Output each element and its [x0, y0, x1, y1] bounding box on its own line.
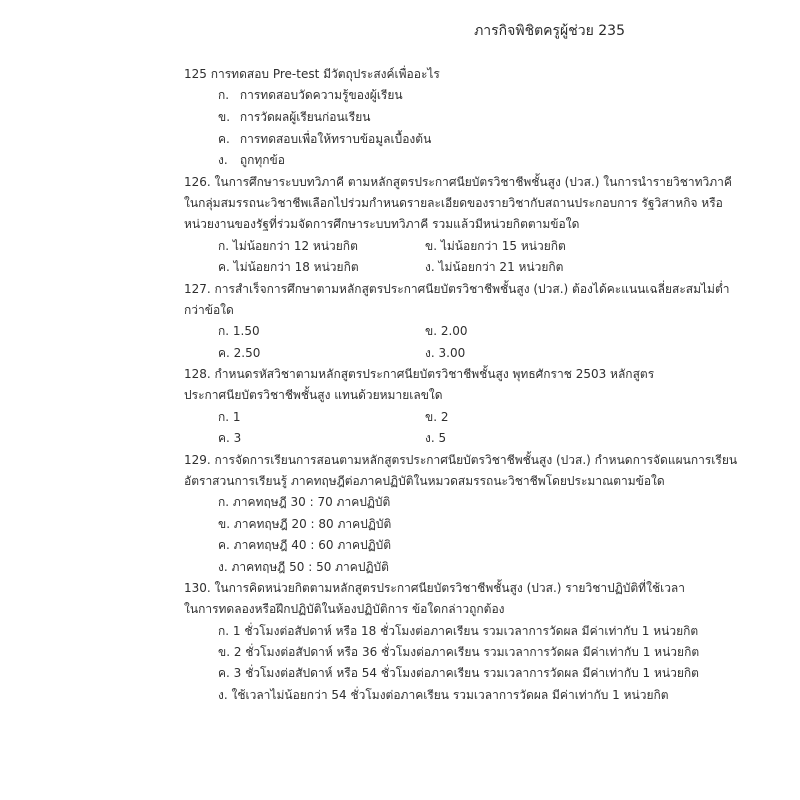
- q126-choice-a: ก. ไม่น้อยกว่า 12 หน่วยกิต: [218, 239, 358, 253]
- q126-choice-b: ข. ไม่น้อยกว่า 15 หน่วยกิต: [425, 239, 566, 253]
- choice-marker: ง.: [218, 153, 228, 167]
- q125-choice-c: [218, 131, 431, 147]
- question-127-line-2: กว่าข้อใด: [184, 303, 234, 317]
- q127-choice-a: ก. 1.50: [218, 324, 260, 338]
- question-128-line-1: 128. กำหนดรหัสวิชาตามหลักสูตรประกาศนียบัตรวิชาชีพชั้นสูง พุทธศักราช 2503 หลักสูตร: [184, 367, 655, 381]
- q130-choice-d: ง. ใช้เวลาไม่น้อยกว่า 54 ชั่วโมงต่อภาคเรียน รวมเวลาการวัดผล มีค่าเท่ากับ 1 หน่วยกิต: [218, 688, 669, 702]
- question-127-line-1: 127. การสำเร็จการศึกษาตามหลักสูตรประกาศนียบัตรวิชาชีพชั้นสูง (ปวส.) ต้องได้คะแนนเฉลี่ยสะสมไม่ต่ำ: [184, 282, 730, 296]
- choice-text: การทดสอบวัดความรู้ของผู้เรียน: [239, 88, 403, 102]
- q128-choice-d: ง. 5: [425, 431, 447, 445]
- q129-choice-a: ก. ภาคทฤษฎี 30 : 70 ภาคปฏิบัติ: [218, 495, 391, 509]
- question-129-line-2: อัตราสวนการเรียนรู้ ภาคทฤษฎีต่อภาคปฏิบัติในหมวดสมรรถนะวิชาชีพโดยประมาณตามข้อใด: [184, 474, 665, 488]
- q125-choice-a: [218, 87, 403, 103]
- choice-marker: ข.: [218, 110, 231, 124]
- q128-choice-c: ค. 3: [218, 431, 242, 445]
- question-125: 125 การทดสอบ Pre-test มีวัตถุประสงค์เพื่ออะไร: [184, 67, 440, 81]
- q125-choice-d: [218, 152, 285, 168]
- q126-choice-c: ค. ไม่น้อยกว่า 18 หน่วยกิต: [218, 260, 359, 274]
- q128-choice-b: ข. 2: [425, 410, 449, 424]
- q130-choice-a: ก. 1 ชั่วโมงต่อสัปดาห์ หรือ 18 ชั่วโมงต่อภาคเรียน รวมเวลาการวัดผล มีค่าเท่ากับ 1 หน่วยกิต: [218, 624, 699, 638]
- choice-text: การวัดผลผู้เรียนก่อนเรียน: [239, 110, 371, 124]
- question-126-line-2: ในกลุ่มสมรรถนะวิชาชีพเลือกไปร่วมกำหนดรายละเอียดของรายวิชากับสถานประกอบการ รัฐวิสาหกิจ หรือ: [184, 196, 723, 210]
- running-header: ภารกิจพิชิตครูผู้ช่วย 235: [474, 23, 625, 39]
- q129-choice-d: ง. ภาคทฤษฎี 50 : 50 ภาคปฏิบัติ: [218, 560, 389, 574]
- question-126-line-1: 126. ในการศึกษาระบบทวิภาคี ตามหลักสูตรประกาศนียบัตรวิชาชีพชั้นสูง (ปวส.) ในการนำรายวิชาทวิภาคี: [184, 175, 732, 189]
- q129-choice-b: ข. ภาคทฤษฎี 20 : 80 ภาคปฏิบัติ: [218, 517, 392, 531]
- choice-text: การทดสอบเพื่อให้ทราบข้อมูลเบื้องต้น: [239, 132, 432, 146]
- choice-text: ถูกทุกข้อ: [239, 153, 285, 167]
- q130-choice-b: ข. 2 ชั่วโมงต่อสัปดาห์ หรือ 36 ชั่วโมงต่อภาคเรียน รวมเวลาการวัดผล มีค่าเท่ากับ 1 หน่วยกิต: [218, 645, 700, 659]
- q128-choice-a: ก. 1: [218, 410, 241, 424]
- q127-choice-d: ง. 3.00: [425, 346, 466, 360]
- question-130-line-1: 130. ในการคิดหน่วยกิตตามหลักสูตรประกาศนียบัตรวิชาชีพชั้นสูง (ปวส.) รายวิชาปฏิบัติที่ใช้เวลา: [184, 581, 686, 595]
- q130-choice-c: ค. 3 ชั่วโมงต่อสัปดาห์ หรือ 54 ชั่วโมงต่อภาคเรียน รวมเวลาการวัดผล มีค่าเท่ากับ 1 หน่วยกิต: [218, 666, 699, 680]
- question-126-line-3: หน่วยงานของรัฐที่ร่วมจัดการศึกษาระบบทวิภาคี รวมแล้วมีหน่วยกิตตามข้อใด: [184, 217, 580, 231]
- question-129-line-1: 129. การจัดการเรียนการสอนตามหลักสูตรประกาศนียบัตรวิชาชีพชั้นสูง (ปวส.) กำหนดการจัดแผนการเรียน: [184, 453, 738, 467]
- q129-choice-c: ค. ภาคทฤษฎี 40 : 60 ภาคปฏิบัติ: [218, 538, 392, 552]
- q127-choice-b: ข. 2.00: [425, 324, 468, 338]
- q127-choice-c: ค. 2.50: [218, 346, 261, 360]
- choice-marker: ก.: [218, 88, 230, 102]
- choice-marker: ค.: [218, 132, 230, 146]
- q125-choice-b: [218, 109, 370, 125]
- question-130-line-2: ในการทดลองหรือฝึกปฏิบัติในห้องปฏิบัติการ ข้อใดกล่าวถูกต้อง: [184, 602, 505, 616]
- question-128-line-2: ประกาศนียบัตรวิชาชีพชั้นสูง แทนด้วยหมายเลขใด: [184, 388, 443, 402]
- q126-choice-d: ง. ไม่น้อยกว่า 21 หน่วยกิต: [425, 260, 564, 274]
